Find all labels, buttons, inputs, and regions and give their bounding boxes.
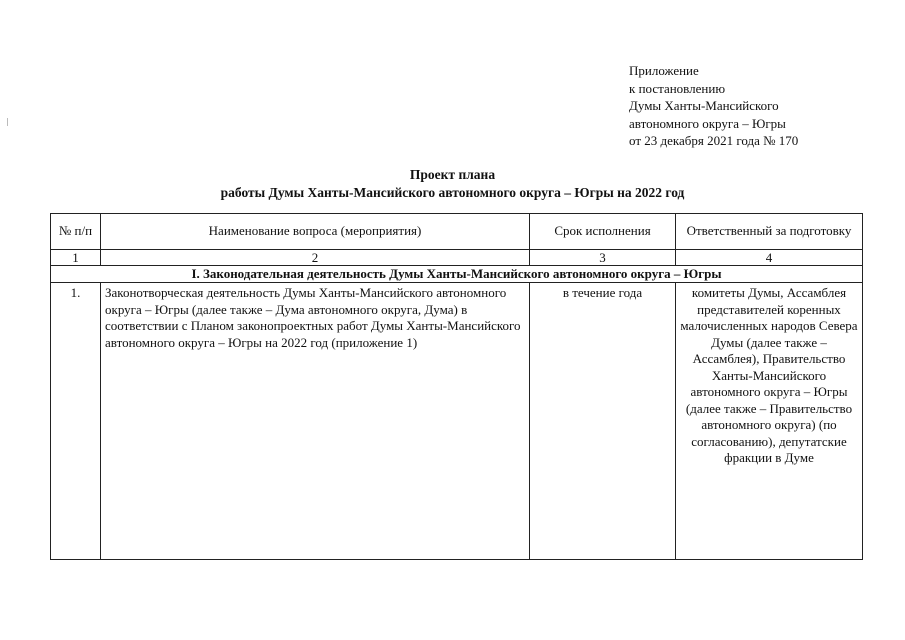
appendix-line: к постановлению [629,80,726,96]
row-name: Законотворческая деятельность Думы Ханты-Мансийского автономного округа – Югры (далее также – Дума автономного округа, Дума) в соответствии с Планом законопроектных работ Думы Ханты-Мансийского автономного округа – Югры на 2022 год (приложение 1) [101,283,530,560]
section-row [51,266,863,283]
appendix-line: от 23 декабря 2021 года № 170 [629,133,799,148]
header-num: № п/п [51,214,101,250]
appendix-line: Приложение [629,63,699,78]
header-resp: Ответственный за подготовку [676,214,863,250]
row-responsible: комитеты Думы, Ассамблея представителей коренных малочисленных народов Севера Думы (далее также – Ассамблея), Правительство Ханты-Мансийского автономного округа – Югры (далее также – Правительство автономного округа) (по согласованию), депутатские фракции в Думе [676,283,863,560]
appendix-line: автономного округа – Югры [629,115,786,131]
scan-mark [7,118,8,126]
title-line-1: Проект плана [409,167,496,182]
appendix-line: Думы Ханты-Мансийского [629,98,779,113]
row-term: в течение года [530,283,676,560]
section-title: I. Законодательная деятельность Думы Ханты-Мансийского автономного округа – Югры [51,266,863,283]
document-title [0,166,905,202]
plan-table [50,213,863,560]
column-number: 3 [530,250,676,266]
row-num: 1. [51,283,101,560]
column-number: 1 [51,250,101,266]
appendix-block [629,62,798,150]
column-number: 2 [101,250,530,266]
title-line-2: работы Думы Ханты-Мансийского автономного округа – Югры на 2022 год [220,185,685,200]
table-row [51,283,863,560]
column-numbers-row [51,250,863,266]
column-number: 4 [676,250,863,266]
header-name: Наименование вопроса (мероприятия) [101,214,530,250]
header-row [51,214,863,250]
header-term: Срок исполнения [530,214,676,250]
